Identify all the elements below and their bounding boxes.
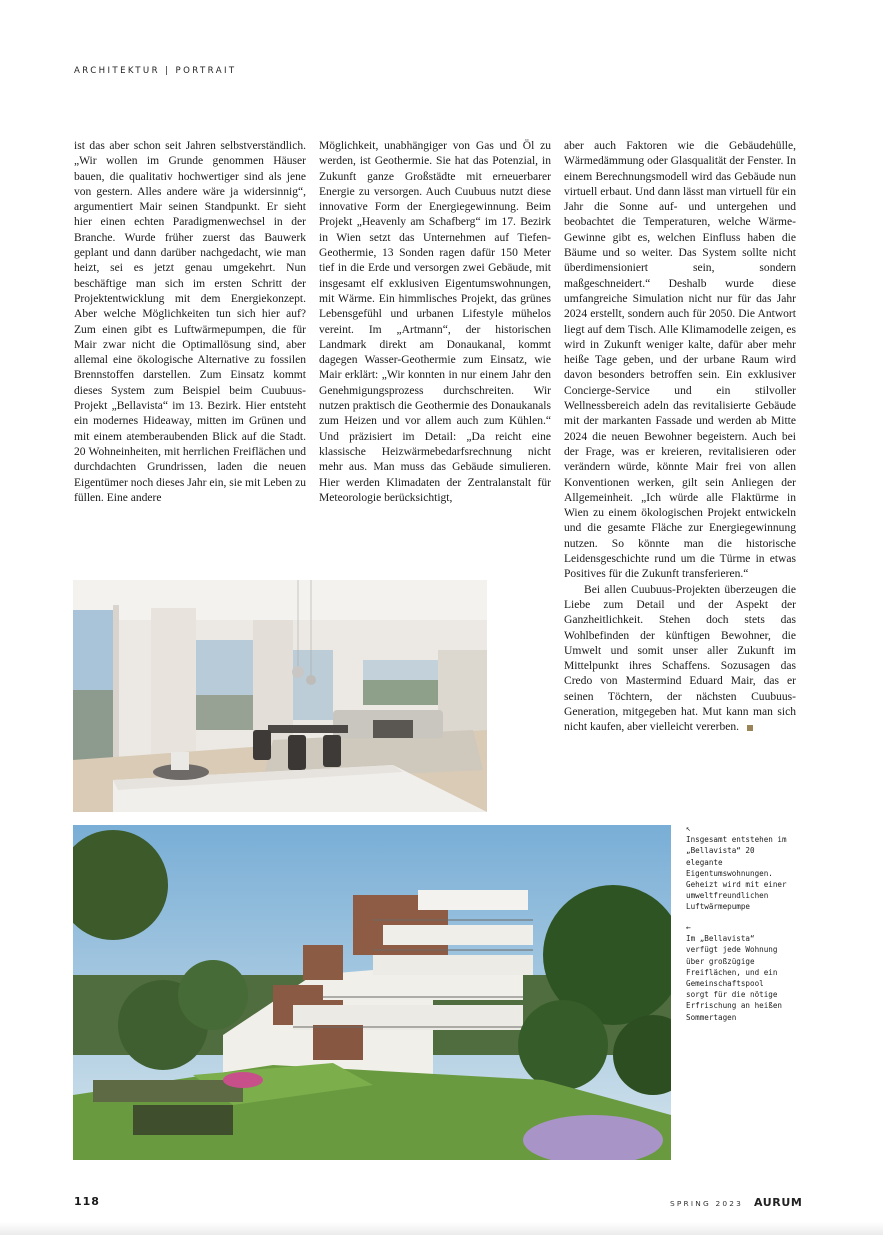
running-head: ARCHITEKTUR | PORTRAIT — [74, 66, 237, 76]
interior-photo — [73, 580, 487, 812]
page-edge-shadow — [0, 1222, 883, 1235]
caption-arrow-icon: ← — [686, 923, 691, 932]
end-of-article-mark — [747, 725, 753, 731]
caption-text: Im „Bellavista“ verfügt jede Wohnung über großzügige Freiflächen, und ein Gemeinschaftspool sorgt für die nötige Erfrischung an heißen Sommertagen — [686, 934, 783, 1022]
article-column-1 — [74, 139, 306, 506]
article-column-3 — [564, 139, 796, 736]
article-paragraph: ist das aber schon seit Jahren selbstverständlich. „Wir wollen im Grunde genommen Häuser bauen, die qualitativ hochwertiger sind als jene von gestern. Alles andere wäre ja widersinnig“, argumentiert Mair seinen Standpunkt. Er sieht hier einen echten Paradigmenwechsel in der Branche. Wurde früher zuerst das Bauwerk geplant und dann darüber nachgedacht, wie man heizt, sei es jetzt genau umgekehrt. Nun beschäftige man sich im ersten Schritt der Projektentwicklung mit dem Energiekonzept. Aber welche Möglichkeiten tun sich hier auf? Zum einen gibt es Luftwärmepumpen, die für Mair zwar nicht die Optimallösung sind, aber allemal eine ökologische Alternative zu fossilen Brennstoffen darstellen. Zum Einsatz kommt dieses System zum Beispiel beim Cuubuus-Projekt „Bellavista“ im 13. Bezirk. Hier entsteht ein modernes Hideaway, mitten im Grünen und mit einem atemberaubenden Blick auf die Stadt. 20 Wohneinheiten, mit herrlichen Freiflächen und durchdachten Grundrissen, laden die neuen Eigentümer noch dieses Jahr ein, sie mit Leben zu füllen. Eine andere — [74, 140, 306, 504]
caption-arrow-icon: ↖ — [686, 824, 691, 833]
magazine-logo: AURUM — [754, 1196, 803, 1209]
page-number: 118 — [74, 1195, 100, 1208]
article-paragraph: Möglichkeit, unabhängiger von Gas und Öl zu werden, ist Geothermie. Sie hat das Potenzial, in Zukunft ganze Großstädte mit erneuerbarer Energie zu versorgen. Auch Cuubuus nutzt diese innovative Form der Energiegewinnung. Beim Projekt „Heavenly am Schafberg“ im 17. Bezirk in Wien setzt das Unternehmen auf Tiefen-Geothermie, 13 Sonden ragen dafür 150 Meter tief in die Erde und versorgen zwei Gebäude, mit insgesamt elf exklusiven Eigentumswohnungen, mit Wärme. Ein himmlisches Projekt, das grünes Lebensgefühl und urbanen Lifestyle mühelos vereint. Im „Artmann“, der historischen Landmark direkt am Donaukanal, kommt dagegen Wasser-Geothermie zum Einsatz, wie Mair erklärt: „Wir konnten in nur einem Jahr den Genehmigungsprozess durchschreiten. Wir nutzen praktisch die Geothermie des Donaukanals zum Heizen und vor allem auch zum Kühlen.“ Und präzisiert im Detail: „Da reicht eine klassische Heizwärmebedarfsrechnung nicht mehr aus. Man muss das Gebäude simulieren. Hier werden Klimadaten der Zentralanstalt für Meteorologie berücksichtigt, — [319, 140, 551, 504]
building-photo — [73, 825, 671, 1160]
caption-text: Insgesamt entstehen im „Bellavista“ 20 elegante Eigentumswohnungen. Geheizt wird mit einer umweltfreundlichen Luftwärmepumpe — [686, 835, 787, 912]
article-column-2 — [319, 139, 551, 506]
article-paragraph-final — [564, 583, 796, 736]
article-final-text: Bei allen Cuubuus-Projekten überzeugen die Liebe zum Detail und der Aspekt der Ganzheitlichkeit. Stehen doch stets das Wohlbefinden der künftigen Bewohner, die Umwelt und somit unser aller Zukunft im Mittelpunkt ihres Schaffens. Sozusagen das Credo von Mastermind Eduard Mair, das er seinen Töchtern, der nächsten Cuubuus-Generation, mitgegeben hat. Mut kann man sich nicht kaufen, aber vielleicht vererben. — [564, 583, 796, 734]
photo-caption-1 — [686, 823, 790, 913]
article-paragraph: aber auch Faktoren wie die Gebäudehülle, Wärmedämmung oder Glasqualität der Fenster. In einem Berechnungsmodell wird das Gebäude nun virtuell erbaut. Und dann lässt man virtuell für ein Jahr die Sonne auf- und untergehen und beobachtet die Temperaturen, welche Wärme-Gewinne gibt es, welchen Einfluss haben die Bäume und so weiter. Das System sollte nicht überdimensioniert sein, sondern maßgeschneidert.“ Deshalb wurde diese umfangreiche Simulation nicht nur für das Jahr 2024 erstellt, sondern auch für 2050. Die Antwort liegt auf dem Tisch. Alle Klimamodelle zeigen, es wird in Zukunft weniger kalte, dafür aber mehr heiße Tage geben, und der urbane Raum wird davon besonders betroffen sein. Ein exklusiver Concierge-Service und ein stilvoller Wellnessbereich adeln das revitalisierte Gebäude mit der markanten Fassade und werden ab Mitte 2024 die neuen Bewohner begeistern. Auch bei der Frage, was er kreieren, revitalisieren oder verändern würde, könnte Mair frei von allen Konventionen werken, gilt sein Anliegen der Allgemeinheit. „Ich würde alle Flaktürme in Wien zu einem ökologischen Projekt entwickeln und die gesamte Fläche zur Energiegewinnung nutzen. So könnte man die historische Leidensgeschichte rund um die Türme in etwas Positives für die Zukunft transferieren.“ — [564, 140, 796, 581]
photo-caption-2 — [686, 922, 790, 1023]
issue-label: SPRING 2023 — [670, 1199, 744, 1208]
